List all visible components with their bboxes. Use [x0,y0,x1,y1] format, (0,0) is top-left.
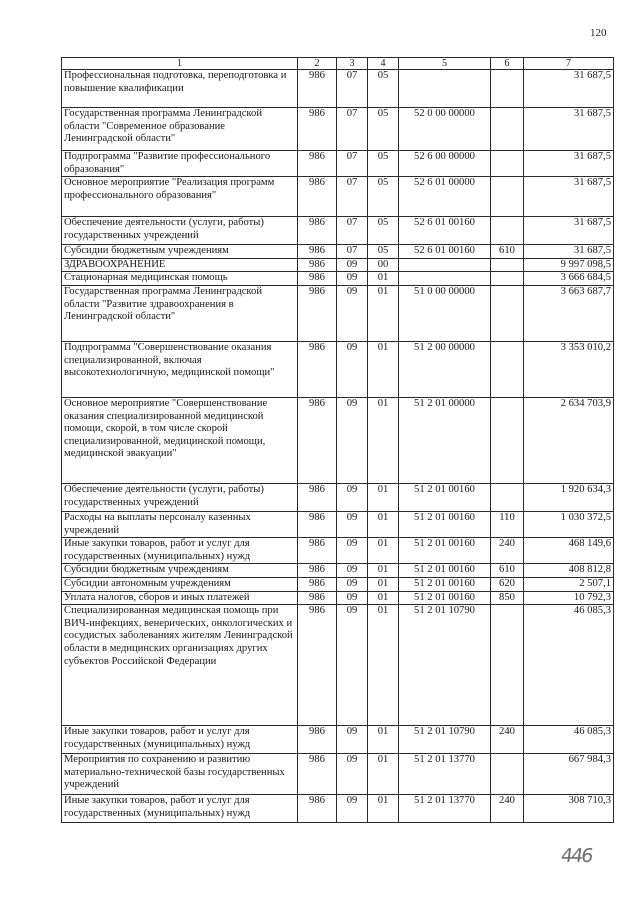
target-article-cell: 51 2 01 00160 [399,483,491,511]
target-article-cell: 51 2 01 10790 [399,726,491,754]
amount-cell: 9 997 098,5 [524,258,614,272]
expense-type-cell: 110 [491,511,524,537]
amount-cell: 2 634 703,9 [524,397,614,483]
expense-type-cell: 610 [491,564,524,578]
section-code-cell: 07 [337,108,368,151]
row-name-cell: Субсидии бюджетным учреждениям [62,564,298,578]
target-article-cell: 52 6 01 00160 [399,217,491,245]
table-row [62,795,614,823]
admin-code-cell: 986 [298,272,337,286]
amount-cell: 3 353 010,2 [524,341,614,397]
handwritten-page-mark: 446 [559,845,593,867]
page-number: 120 [590,27,607,39]
admin-code-cell: 986 [298,151,337,177]
admin-code-cell: 986 [298,511,337,537]
table-row [62,70,614,108]
subsection-code-cell: 01 [368,341,399,397]
target-article-cell: 51 2 01 10790 [399,605,491,726]
subsection-code-cell: 01 [368,605,399,726]
subsection-code-cell: 01 [368,726,399,754]
table-row [62,726,614,754]
table-row [62,591,614,605]
expense-type-cell: 610 [491,245,524,259]
target-article-cell: 52 6 00 00000 [399,151,491,177]
row-name-cell: Субсидии автономным учреждениям [62,577,298,591]
subsection-code-cell: 05 [368,245,399,259]
amount-cell: 46 085,3 [524,726,614,754]
amount-cell: 1 920 634,3 [524,483,614,511]
row-name-cell: Профессиональная подготовка, переподготовка и повышение квалификации [62,70,298,108]
row-name-cell: Иные закупки товаров, работ и услуг для государственных (муниципальных) нужд [62,538,298,564]
admin-code-cell: 986 [298,538,337,564]
expense-type-cell [491,397,524,483]
subsection-code-cell: 01 [368,483,399,511]
admin-code-cell: 986 [298,754,337,795]
admin-code-cell: 986 [298,795,337,823]
amount-cell: 31 687,5 [524,245,614,259]
target-article-cell: 51 2 01 13770 [399,795,491,823]
row-name-cell: Специализированная медицинская помощь при ВИЧ-инфекциях, венерических, онкологических и сосудистых заболеваниях жителям Ленинградской области в медицинских организациях других субъектов Российской Федерации [62,605,298,726]
admin-code-cell: 986 [298,177,337,217]
subsection-code-cell: 05 [368,108,399,151]
column-header: 6 [491,58,524,70]
row-name-cell: Мероприятия по сохранению и развитию материально-технической базы государственных учреждений [62,754,298,795]
target-article-cell [399,258,491,272]
expense-type-cell: 240 [491,795,524,823]
expense-type-cell [491,754,524,795]
table-row [62,258,614,272]
row-name-cell: Подпрограмма "Развитие профессионального образования" [62,151,298,177]
amount-cell: 468 149,6 [524,538,614,564]
target-article-cell: 51 2 01 00000 [399,397,491,483]
table-row [62,272,614,286]
target-article-cell: 51 2 01 00160 [399,564,491,578]
expense-type-cell [491,258,524,272]
column-header: 2 [298,58,337,70]
section-code-cell: 09 [337,591,368,605]
section-code-cell: 09 [337,258,368,272]
subsection-code-cell: 01 [368,397,399,483]
row-name-cell: Обеспечение деятельности (услуги, работы) государственных учреждений [62,217,298,245]
target-article-cell: 51 2 01 00160 [399,591,491,605]
section-code-cell: 09 [337,795,368,823]
subsection-code-cell: 01 [368,564,399,578]
expense-type-cell [491,483,524,511]
row-name-cell: Государственная программа Ленинградской области "Современное образование Ленинградской области" [62,108,298,151]
amount-cell: 1 030 372,5 [524,511,614,537]
section-code-cell: 09 [337,285,368,341]
row-name-cell: Обеспечение деятельности (услуги, работы) государственных учреждений [62,483,298,511]
column-header: 4 [368,58,399,70]
expense-type-cell [491,605,524,726]
admin-code-cell: 986 [298,591,337,605]
subsection-code-cell: 01 [368,754,399,795]
row-name-cell: Уплата налогов, сборов и иных платежей [62,591,298,605]
subsection-code-cell: 05 [368,177,399,217]
table-row [62,217,614,245]
column-header: 5 [399,58,491,70]
table-row [62,538,614,564]
admin-code-cell: 986 [298,245,337,259]
amount-cell: 308 710,3 [524,795,614,823]
section-code-cell: 09 [337,564,368,578]
amount-cell: 31 687,5 [524,217,614,245]
admin-code-cell: 986 [298,258,337,272]
target-article-cell [399,272,491,286]
row-name-cell: Основное мероприятие "Совершенствование оказания специализированной медицинской помощи, скорой, в том числе скорой специализированной, медицинской помощи, медицинской эвакуации" [62,397,298,483]
table-row [62,177,614,217]
subsection-code-cell: 01 [368,591,399,605]
subsection-code-cell: 05 [368,151,399,177]
target-article-cell: 52 6 01 00000 [399,177,491,217]
subsection-code-cell: 01 [368,272,399,286]
section-code-cell: 09 [337,577,368,591]
header-row [62,58,614,70]
row-name-cell: Стационарная медицинская помощь [62,272,298,286]
expense-type-cell [491,285,524,341]
amount-cell: 10 792,3 [524,591,614,605]
subsection-code-cell: 05 [368,70,399,108]
admin-code-cell: 986 [298,108,337,151]
section-code-cell: 07 [337,151,368,177]
section-code-cell: 07 [337,70,368,108]
subsection-code-cell: 01 [368,285,399,341]
amount-cell: 667 984,3 [524,754,614,795]
admin-code-cell: 986 [298,397,337,483]
target-article-cell: 51 2 01 13770 [399,754,491,795]
target-article-cell [399,70,491,108]
column-header: 1 [62,58,298,70]
admin-code-cell: 986 [298,564,337,578]
admin-code-cell: 986 [298,217,337,245]
row-name-cell: Расходы на выплаты персоналу казенных учреждений [62,511,298,537]
table-row [62,245,614,259]
subsection-code-cell: 00 [368,258,399,272]
table-row [62,151,614,177]
target-article-cell: 52 6 01 00160 [399,245,491,259]
row-name-cell: Иные закупки товаров, работ и услуг для государственных (муниципальных) нужд [62,726,298,754]
amount-cell: 31 687,5 [524,70,614,108]
table-row [62,108,614,151]
target-article-cell: 51 2 01 00160 [399,511,491,537]
budget-table [61,57,614,823]
table-row [62,754,614,795]
admin-code-cell: 986 [298,70,337,108]
expense-type-cell [491,341,524,397]
section-code-cell: 07 [337,217,368,245]
section-code-cell: 07 [337,177,368,217]
amount-cell: 2 507,1 [524,577,614,591]
amount-cell: 408 812,8 [524,564,614,578]
section-code-cell: 09 [337,341,368,397]
table-row [62,483,614,511]
row-name-cell: Государственная программа Ленинградской области "Развитие здравоохранения в Ленинградской области" [62,285,298,341]
table-row [62,564,614,578]
expense-type-cell: 240 [491,538,524,564]
subsection-code-cell: 01 [368,511,399,537]
section-code-cell: 09 [337,754,368,795]
section-code-cell: 09 [337,483,368,511]
target-article-cell: 51 2 01 00160 [399,538,491,564]
admin-code-cell: 986 [298,726,337,754]
section-code-cell: 09 [337,397,368,483]
expense-type-cell: 850 [491,591,524,605]
target-article-cell: 51 2 01 00160 [399,577,491,591]
expense-type-cell [491,70,524,108]
amount-cell: 31 687,5 [524,177,614,217]
amount-cell: 31 687,5 [524,108,614,151]
row-name-cell: ЗДРАВООХРАНЕНИЕ [62,258,298,272]
table-row [62,511,614,537]
section-code-cell: 09 [337,272,368,286]
table-row [62,577,614,591]
subsection-code-cell: 01 [368,795,399,823]
expense-type-cell: 620 [491,577,524,591]
admin-code-cell: 986 [298,483,337,511]
subsection-code-cell: 01 [368,538,399,564]
target-article-cell: 51 2 00 00000 [399,341,491,397]
amount-cell: 3 666 684,5 [524,272,614,286]
column-header: 7 [524,58,614,70]
row-name-cell: Основное мероприятие "Реализация программ профессионального образования" [62,177,298,217]
target-article-cell: 52 0 00 00000 [399,108,491,151]
target-article-cell: 51 0 00 00000 [399,285,491,341]
section-code-cell: 09 [337,605,368,726]
section-code-cell: 09 [337,511,368,537]
admin-code-cell: 986 [298,285,337,341]
amount-cell: 31 687,5 [524,151,614,177]
expense-type-cell [491,151,524,177]
column-header: 3 [337,58,368,70]
row-name-cell: Иные закупки товаров, работ и услуг для государственных (муниципальных) нужд [62,795,298,823]
table-row [62,341,614,397]
table-row [62,285,614,341]
expense-type-cell [491,217,524,245]
subsection-code-cell: 05 [368,217,399,245]
expense-type-cell [491,177,524,217]
subsection-code-cell: 01 [368,577,399,591]
row-name-cell: Подпрограмма "Совершенствование оказания специализированной, включая высокотехнологичную, медицинской помощи" [62,341,298,397]
admin-code-cell: 986 [298,341,337,397]
expense-type-cell [491,272,524,286]
table-row [62,605,614,726]
expense-type-cell: 240 [491,726,524,754]
section-code-cell: 09 [337,726,368,754]
section-code-cell: 09 [337,538,368,564]
admin-code-cell: 986 [298,605,337,726]
table-row [62,397,614,483]
amount-cell: 3 663 687,7 [524,285,614,341]
expense-type-cell [491,108,524,151]
section-code-cell: 07 [337,245,368,259]
row-name-cell: Субсидии бюджетным учреждениям [62,245,298,259]
admin-code-cell: 986 [298,577,337,591]
amount-cell: 46 085,3 [524,605,614,726]
